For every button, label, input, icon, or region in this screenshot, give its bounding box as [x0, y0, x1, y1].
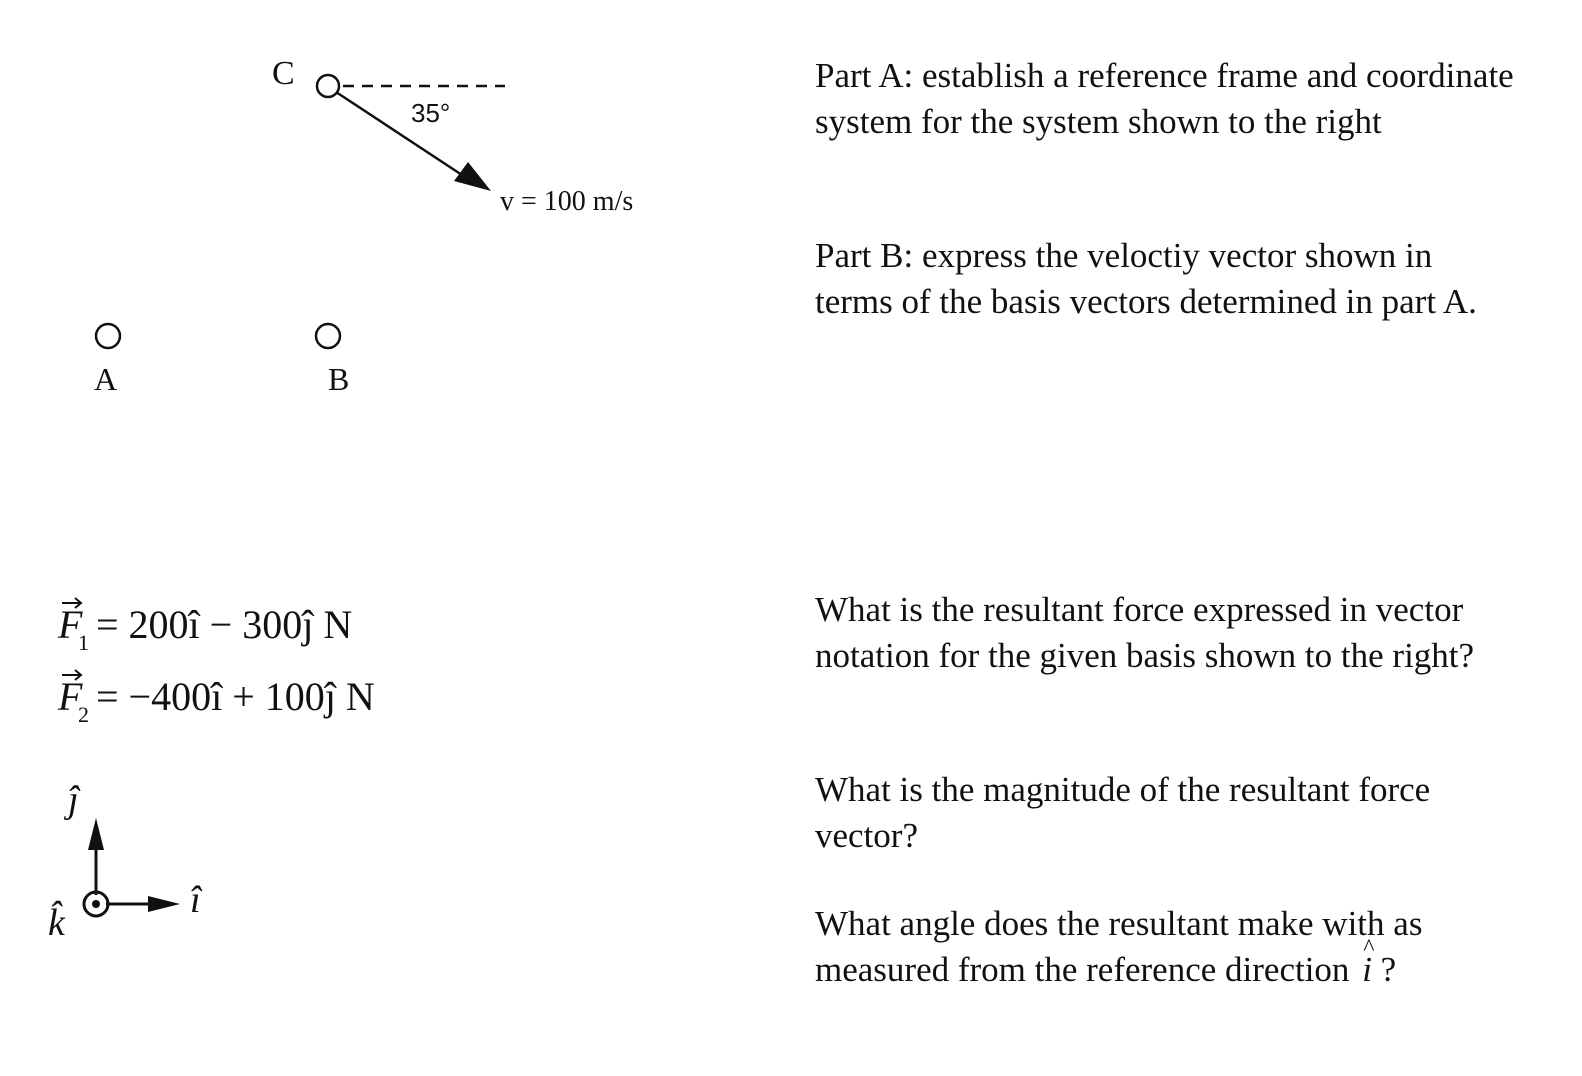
basis-k-dot [92, 900, 100, 908]
velocity-label: v = 100 m/s [500, 186, 634, 217]
basis-j-label: ĵ [68, 779, 79, 821]
f1-subscript: 1 [78, 630, 89, 655]
resultant-angle-question [815, 901, 1515, 993]
angle-label: 35° [411, 98, 451, 128]
force-f1-equation [57, 598, 352, 655]
f1-expression: = 200î − 300ĵ N [96, 602, 353, 647]
force-f2-equation [57, 670, 375, 727]
resultant-vector-question: What is the resultant force expressed in vector notation for the given basis shown to the right? [815, 590, 1475, 675]
f2-expression: = −400î + 100ĵ N [96, 674, 375, 719]
f2-symbol: F [58, 674, 83, 719]
basis-j-arrowhead [88, 818, 104, 850]
f1-symbol: F [58, 602, 83, 647]
part-b-question: Part B: express the veloctiy vector shown in terms of the basis vectors determined in part A. [815, 236, 1477, 321]
resultant-magnitude-question: What is the magnitude of the resultant force vector? [815, 770, 1431, 855]
point-a-label: A [94, 361, 118, 397]
angle-question-mark: ? [1380, 950, 1397, 989]
f2-subscript: 2 [78, 702, 89, 727]
basis-i-label: î [190, 879, 201, 921]
angle-question-text: What angle does the resultant make with as measured from the reference direction [815, 904, 1423, 989]
point-b-label: B [328, 361, 350, 397]
i-hat-symbol: ^ i [1362, 947, 1372, 993]
basis-i-arrowhead [148, 896, 180, 912]
part-a-question: Part A: establish a reference frame and coordinate system for the system shown to the right [815, 56, 1514, 141]
basis-k-label: k̂ [48, 902, 65, 944]
velocity-arrowhead [454, 162, 491, 191]
point-b-circle [316, 324, 340, 348]
point-c-label: C [272, 55, 295, 92]
point-c-circle [317, 75, 339, 97]
physics-diagram [0, 0, 780, 1076]
point-a-circle [96, 324, 120, 348]
